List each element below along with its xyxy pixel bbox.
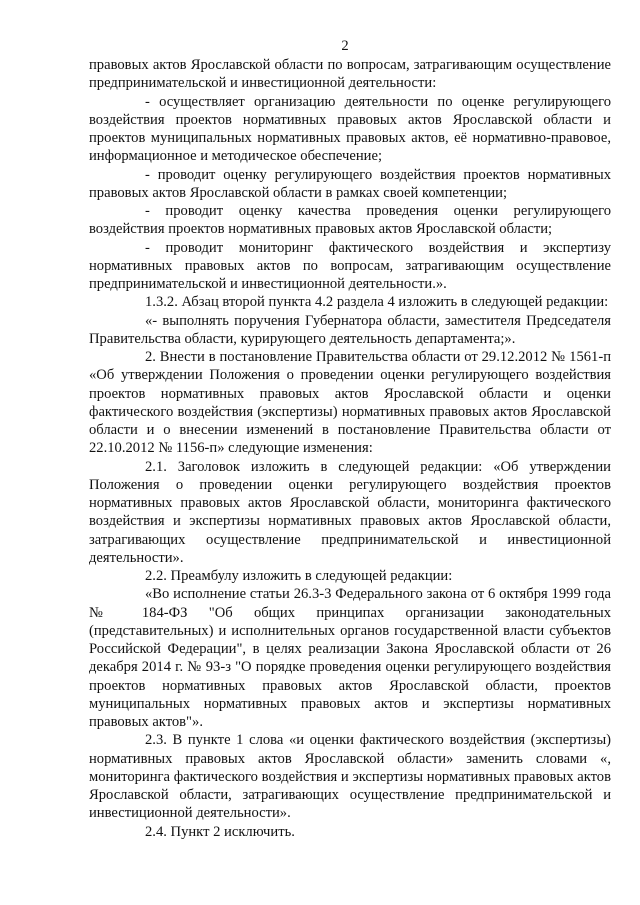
paragraph-preamble-quote: «Во исполнение статьи 26.3-3 Федерального закона от 6 октября 1999 года № 184-ФЗ "Об общих принципах организации законодательных (представительных) и исполнительных органов государственной власти субъектов Российской Федерации", в целях реализации Закона Ярославской области от 26 декабря 2014 г. № 93-з "О порядке проведения оценки регулирующего воздействия проектов нормативных правовых актов Ярославской области, проектов муниципальных нормативных правовых актов и экспертизы нормативных правовых актов"».: [89, 586, 611, 730]
paragraph-list-item-3: - проводит оценку качества проведения оценки регулирующего воздействия проектов нормативных правовых актов Ярославской области;: [89, 203, 611, 238]
paragraph-1-3-2: 1.3.2. Абзац второй пункта 4.2 раздела 4 изложить в следующей редакции:: [145, 294, 609, 311]
paragraph-list-item-1: - осуществляет организацию деятельности по оценке регулирующего воздействия проектов нормативных правовых актов Ярославской области и проектов муниципальных нормативных правовых актов, её нормативно-правовое, информационное и методическое обеспечение;: [89, 93, 611, 165]
paragraph-2-2: 2.2. Преамбулу изложить в следующей редакции:: [145, 568, 453, 584]
document-page: [89, 37, 611, 841]
paragraph-list-item-2: - проводит оценку регулирующего воздействия проектов нормативных правовых актов Ярославской области в рамках своей компетенции;: [89, 166, 611, 201]
paragraph-2-4: 2.4. Пункт 2 исключить.: [145, 823, 295, 840]
paragraph-2-1: 2.1. Заголовок изложить в следующей редакции: «Об утверждении Положения о проведении оценки регулирующего воздействия проектов нормативных правовых актов Ярославской области, мониторинга фактического воздействия и экспертизы нормативных правовых актов Ярославской области, затрагивающих осуществление предпринимательской и инвестиционной деятельности».: [89, 458, 611, 566]
paragraph-quote-duties: «- выполнять поручения Губернатора области, заместителя Председателя Правительства области, курирующего деятельность департамента;».: [89, 312, 611, 347]
paragraph-2: 2. Внести в постановление Правительства области от 29.12.2012 № 1561-п «Об утверждении Положения о проведении оценки регулирующего воздействия проектов нормативных правовых актов Ярославской области и оценки фактического воздействия (экспертизы) нормативных правовых актов Ярославской области и о внесении изменений в постановление Правительства области от 22.10.2012 № 1156-п» следующие изменения:: [89, 349, 611, 457]
page-number: 2: [341, 38, 349, 54]
paragraph-continuation: правовых актов Ярославской области по вопросам, затрагивающим осуществление предпринимательской и инвестиционной деятельности:: [89, 57, 611, 92]
paragraph-list-item-4: - проводит мониторинг фактического воздействия и экспертизу нормативных правовых актов по вопросам, затрагивающим осуществление предпринимательской и инвестиционной деятельности.».: [89, 239, 611, 292]
paragraph-2-3: 2.3. В пункте 1 слова «и оценки фактического воздействия (экспертизы) нормативных правовых актов Ярославской области» заменить словами «, мониторинга фактического воздействия и экспертизы нормативных правовых актов Ярославской области, затрагивающих осуществление предпринимательской и инвестиционной деятельности».: [89, 732, 611, 822]
